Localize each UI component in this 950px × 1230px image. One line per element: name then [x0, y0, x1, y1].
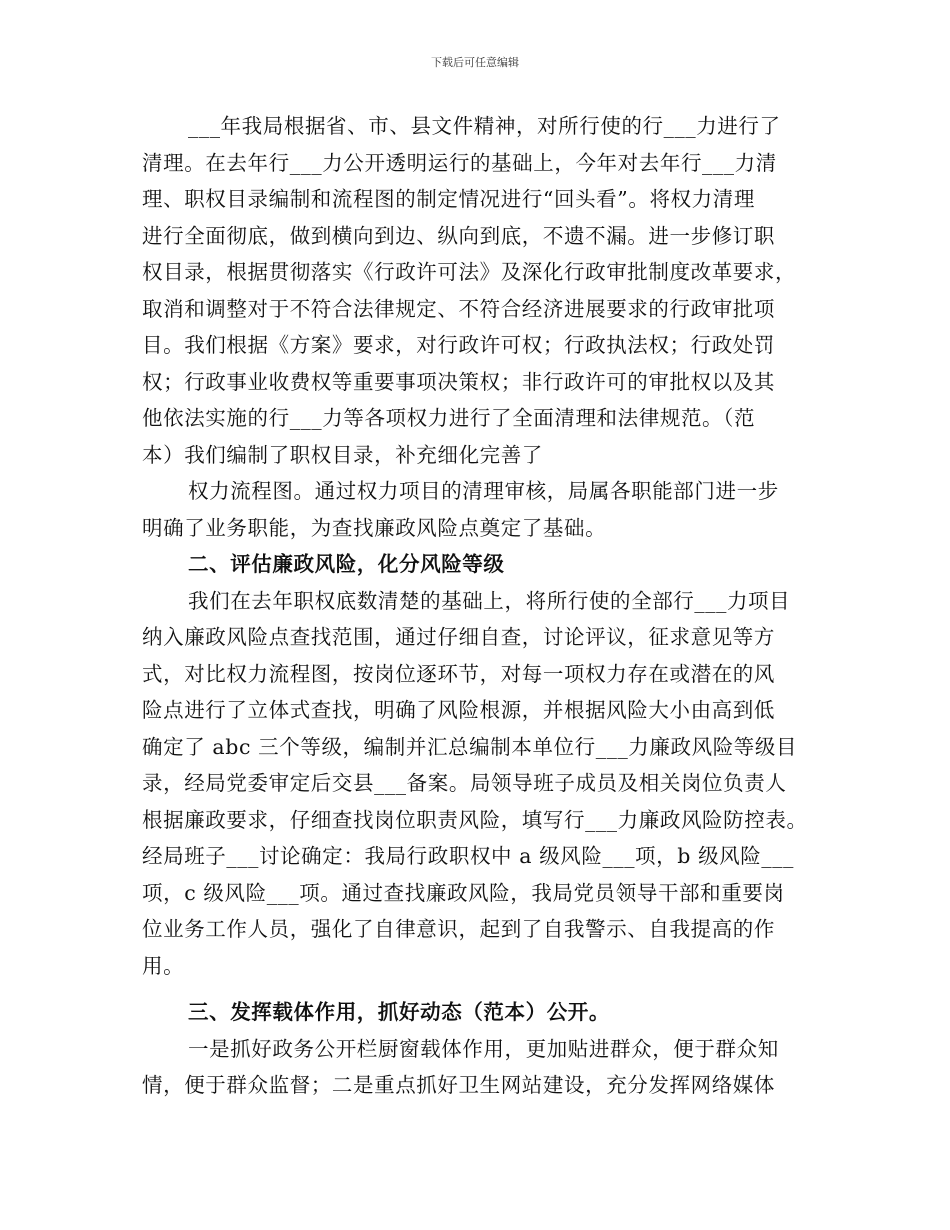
text-line: ___年我局根据省、市、县文件精神，对所行使的行___力进行了 — [188, 114, 781, 138]
text-line: 录，经局党委审定后交县___备案。局领导班子成员及相关岗位负责人 — [142, 771, 787, 795]
text-line: 式，对比权力流程图，按岗位逐环节，对每一项权力存在或潜在的风 — [142, 661, 775, 686]
text-line: 取消和调整对于不符合法律规定、不符合经济进展要求的行政审批项 — [142, 296, 775, 321]
section-heading — [142, 994, 810, 1031]
heading-text: 二、评估廉政风险，化分风险等级 — [188, 552, 505, 576]
text-line: 险点进行了立体式查找，明确了风险根源，并根据风险大小由高到低 — [142, 698, 775, 722]
text-line: 纳入廉政风险点查找范围，通过仔细自查，讨论评议，征求意见等方 — [142, 625, 775, 649]
text-line: 经局班子___讨论确定：我局行政职权中 a 级风险___项，b 级风险___ — [142, 844, 794, 868]
text-line: 权目录，根据贯彻落实《行政许可法》及深化行政审批制度改革要求， — [142, 260, 797, 284]
text-line: 根据廉政要求，仔细查找岗位职责风险，填写行___力廉政风险防控表。 — [142, 807, 808, 832]
header-note: 下载后可任意编辑 — [431, 56, 519, 69]
text-line: 我们在去年职权底数清楚的基础上，将所行使的全部行___力项目 — [188, 588, 791, 613]
text-line: 本）我们编制了职权目录，补充细化完善了 — [142, 442, 543, 467]
text-line: 确定了 abc 三个等级，编制并汇总编制本单位行___力廉政风险等级目 — [142, 734, 798, 759]
text-line: 目。我们根据《方案》要求，对行政许可权；行政执法权；行政处罚 — [142, 333, 775, 357]
section-heading — [142, 546, 810, 583]
text-line: 进行全面彻底，做到横向到边、纵向到底，不遗不漏。进一步修订职 — [142, 223, 775, 248]
text-line: 权；行政事业收费权等重要事项决策权；非行政许可的审批权以及其 — [142, 369, 775, 394]
text-line: 理、职权目录编制和流程图的制定情况进行“回头看”。将权力清理 — [142, 187, 755, 211]
text-line: 一是抓好政务公开栏厨窗载体作用，更加贴进群众，便于群众知 — [188, 1036, 779, 1061]
text-line: 情，便于群众监督；二是重点抓好卫生网站建设，充分发挥网络媒体 — [142, 1073, 775, 1097]
paragraph — [142, 1031, 810, 1104]
paragraph — [142, 473, 810, 546]
text-line: 项，c 级风险___项。通过查找廉政风险，我局党员领导干部和重要岗 — [142, 880, 785, 905]
text-line: 用。 — [142, 953, 185, 978]
paragraph — [142, 583, 810, 985]
text-line: 权力流程图。通过权力项目的清理审核，局属各职能部门进一步 — [188, 479, 779, 503]
text-line: 他依法实施的行___力等各项权力进行了全面清理和法律规范。（范 — [142, 406, 756, 430]
text-line: 明确了业务职能，为查找廉政风险点奠定了基础。 — [142, 515, 607, 540]
text-line: 位业务工作人员，强化了自律意识，起到了自我警示、自我提高的作 — [142, 917, 775, 941]
text-line: 清理。在去年行___力公开透明运行的基础上，今年对去年行___力清 — [142, 150, 777, 175]
paragraph — [142, 108, 810, 473]
heading-text: 三、发挥载体作用，抓好动态（范本）公开。 — [188, 1000, 610, 1024]
document-body — [142, 108, 810, 1104]
